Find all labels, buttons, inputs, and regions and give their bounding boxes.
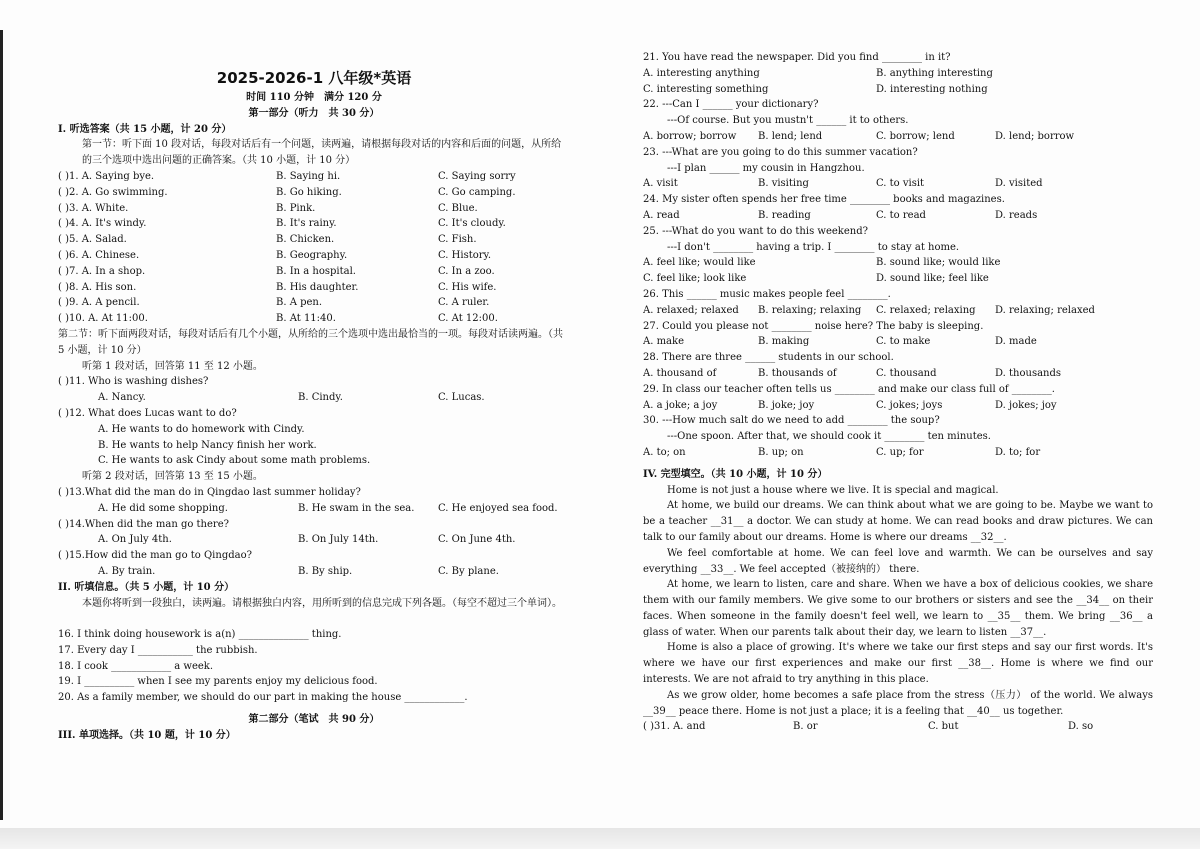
option-b: B. joke; joy	[758, 399, 815, 411]
section1-intro: 第一节：听下面 10 段对话，每段对话后有一个问题，读两遍，请根据每段对话的内容和后面的问题，从所给的三个选项中选出问题的正确答案。（共 10 小题，计 10 分）	[82, 139, 562, 167]
option-b: B. Chicken.	[276, 234, 335, 246]
option-a: A. a joke; a joy	[643, 399, 718, 411]
option-a: A. read	[643, 209, 680, 221]
exam-time: 时间 110 分钟 满分 120 分	[246, 92, 382, 103]
option-b: B. thousands of	[758, 367, 837, 379]
question-12-option-c: C. He wants to ask Cindy about some math problems.	[98, 455, 371, 467]
option-a: A. to; on	[643, 446, 686, 458]
option-c: C. but	[928, 721, 959, 733]
option-a: ( )5. A. Salad.	[58, 234, 127, 246]
option-b: B. relaxing; relaxing	[758, 304, 862, 316]
option-b: B. Geography.	[276, 249, 348, 261]
option-d: D. to; for	[995, 446, 1041, 458]
option-d: D. reads	[995, 209, 1038, 221]
passage-paragraph-6: As we grow older, home becomes a safe place from the stress（压力） of the world. We always __39__ peace there. Home is not just a place; it is a feeling that __40__ us together.	[643, 689, 1153, 717]
option-b: B. reading	[758, 209, 811, 221]
question-2-row	[58, 185, 570, 201]
option-a: ( )10. A. At 11:00.	[58, 313, 148, 325]
option-b: B. Saying hi.	[276, 170, 341, 182]
option-d: D. made	[995, 336, 1037, 348]
question-14-options	[58, 532, 570, 548]
questions-1-10	[58, 169, 570, 327]
option-a: ( )9. A. A pencil.	[58, 297, 140, 309]
option-b: B. It's rainy.	[276, 218, 337, 230]
option-b: B. making	[758, 336, 810, 348]
passage-paragraph-4: At home, we learn to listen, care and share. When we have a box of delicious cookies, we share them with our family members. We give some to our brothers or sisters and see the __34__ on their faces. When someone in the family doesn't feel well, we learn to __35__ them. We bring __36__ a glass of water. When our parents talk about their day, we learn to listen __37__.	[643, 579, 1153, 638]
question-30-reply: ---One spoon. After that, we should cook it ________ ten minutes.	[667, 431, 991, 443]
question-21-options-row1	[643, 66, 1153, 82]
option-d: D. so	[1068, 721, 1094, 733]
option-d: D. sound like; feel like	[876, 273, 989, 285]
option-d: D. lend; borrow	[995, 130, 1075, 142]
passage-paragraph-2: At home, we build our dreams. We can think about what we are going to be. Maybe we want to be a teacher __31__ a doctor. We can study at home. We can read books and draw pictures. We can talk to our family about our dreams. Home is where our dreams __32__.	[643, 500, 1153, 543]
section3-heading: III. 单项选择。（共 10 题，计 10 分）	[58, 729, 236, 741]
passage-paragraph-1: Home is not just a house where we live. It is special and magical.	[667, 484, 999, 496]
question-25-reply: ---I don't ________ having a trip. I ________ to stay at home.	[667, 241, 960, 253]
option-c: C. A ruler.	[438, 297, 490, 309]
option-c: C. At 12:00.	[438, 313, 498, 325]
question-16: 16. I think doing housework is a(n) ______________ thing.	[58, 629, 342, 641]
option-c: C. borrow; lend	[876, 130, 955, 142]
question-29-options	[643, 398, 1153, 414]
question-22: 22. ---Can I ______ your dictionary?	[643, 99, 819, 111]
question-14: ( )14.When did the man go there?	[58, 518, 229, 530]
option-d: D. relaxing; relaxed	[995, 304, 1095, 316]
question-24: 24. My sister often spends her free time ________ books and magazines.	[643, 194, 1005, 206]
option-b: B. He swam in the sea.	[298, 502, 415, 514]
question-6-row	[58, 248, 570, 264]
question-10-row	[58, 311, 570, 327]
option-c: C. His wife.	[438, 281, 497, 293]
section1-heading: I. 听选答案（共 15 小题，计 20 分）	[58, 123, 232, 135]
option-d: D. interesting nothing	[876, 83, 988, 95]
option-c: C. interesting something	[643, 83, 769, 95]
question-12-option-a: A. He wants to do homework with Cindy.	[98, 423, 305, 435]
option-b: B. lend; lend	[758, 130, 823, 142]
question-22-options	[643, 129, 1153, 145]
left-column	[58, 0, 570, 744]
question-17: 17. Every day I ___________ the rubbish.	[58, 644, 258, 656]
option-d: D. thousands	[995, 367, 1062, 379]
option-a: A. interesting anything	[643, 67, 760, 79]
part2-heading: 第二部分（笔试 共 90 分）	[248, 714, 380, 726]
option-b: B. At 11:40.	[276, 313, 336, 325]
option-c: C. to make	[876, 336, 931, 348]
question-12: ( )12. What does Lucas want to do?	[58, 407, 237, 419]
option-b: B. A pen.	[276, 297, 323, 309]
question-7-row	[58, 264, 570, 280]
option-a: A. thousand of	[643, 367, 717, 379]
option-a: A. make	[643, 336, 685, 348]
question-26: 26. This ______ music makes people feel ________.	[643, 288, 891, 300]
option-c: C. feel like; look like	[643, 273, 747, 285]
question-11: ( )11. Who is washing dishes?	[58, 376, 209, 388]
option-c: C. History.	[438, 249, 492, 261]
multiple-choice-21-30	[643, 50, 1153, 461]
option-a: A. visit	[643, 178, 678, 190]
question-8-row	[58, 280, 570, 296]
option-b: B. On July 14th.	[298, 534, 379, 546]
question-23-reply: ---I plan ______ my cousin in Hangzhou.	[667, 162, 865, 174]
question-12-option-b: B. He wants to help Nancy finish her work.	[98, 439, 317, 451]
question-5-row	[58, 232, 570, 248]
option-c: C. jokes; joys	[876, 399, 943, 411]
question-30-options	[643, 445, 1153, 461]
question-11-options	[58, 390, 570, 406]
option-c: C. It's cloudy.	[438, 218, 506, 230]
cloze-passage	[643, 483, 1153, 720]
question-1-row	[58, 169, 570, 185]
question-18: 18. I cook ____________ a week.	[58, 660, 214, 672]
question-26-options	[643, 303, 1153, 319]
option-c: C. Fish.	[438, 234, 477, 246]
passage-paragraph-5: Home is also a place of growing. It's where we take our first steps and say our first words. It's where we have our first experiences and make our first __38__. Home is where we find our interests. We are not afraid to try anything in this place.	[643, 642, 1153, 686]
part1-heading: 第一部分（听力 共 30 分）	[248, 107, 380, 119]
question-9-row	[58, 295, 570, 311]
option-c: C. On June 4th.	[438, 534, 516, 546]
option-c: C. to read	[876, 209, 926, 221]
option-c: C. By plane.	[438, 565, 499, 577]
option-a: ( )6. A. Chinese.	[58, 249, 140, 261]
option-a: ( )2. A. Go swimming.	[58, 186, 168, 198]
question-20: 20. As a family member, we should do our part in making the house ____________.	[58, 692, 468, 704]
question-13-options	[58, 501, 570, 517]
question-25: 25. ---What do you want to do this weekend?	[643, 225, 868, 237]
option-a: ( )1. A. Saying bye.	[58, 170, 155, 182]
section1-part2-intro: 第二节：听下面两段对话，每段对话后有几个小题，从所给的三个选项中选出最恰当的一项。每段对话读两遍。（共 5 小题，计 10 分）	[58, 328, 563, 356]
option-a: A. On July 4th.	[98, 534, 172, 546]
option-c: C. In a zoo.	[438, 265, 495, 277]
right-column	[643, 50, 1153, 735]
section2-intro: 本题你将听到一段独白，读两遍。请根据独白内容，用所听到的信息完成下列各题。（每空不超过三个单词）。	[82, 597, 562, 609]
option-a: A. He did some shopping.	[98, 502, 228, 514]
question-28: 28. There are three ______ students in our school.	[643, 352, 894, 364]
question-24-options	[643, 208, 1153, 224]
dialogue2-note: 听第 2 段对话，回答第 13 至 15 小题。	[82, 471, 263, 483]
question-3-row	[58, 201, 570, 217]
question-15-options	[58, 564, 570, 580]
option-b: B. Go hiking.	[276, 186, 342, 198]
option-b: B. up; on	[758, 446, 804, 458]
option-a: A. feel like; would like	[643, 257, 756, 269]
option-b: B. By ship.	[298, 565, 353, 577]
option-a: ( )3. A. White.	[58, 202, 129, 214]
question-28-options	[643, 366, 1153, 382]
exam-title: 2025-2026-1 八年级*英语	[216, 69, 412, 87]
option-c: C. to visit	[876, 178, 925, 190]
question-23-options	[643, 176, 1153, 192]
option-c: C. thousand	[876, 367, 937, 379]
option-b: B. Pink.	[276, 202, 316, 214]
option-c: C. relaxed; relaxing	[876, 304, 976, 316]
option-b: B. sound like; would like	[876, 257, 1001, 269]
questions-16-20	[58, 627, 570, 706]
option-c: C. Saying sorry	[438, 170, 516, 182]
option-a: A. Nancy.	[98, 392, 146, 404]
question-25-options-row1	[643, 255, 1153, 271]
option-c: C. He enjoyed sea food.	[438, 502, 558, 514]
option-b: B. In a hospital.	[276, 265, 356, 277]
option-b: B. visiting	[758, 178, 809, 190]
scan-edge	[0, 30, 3, 820]
option-a: A. By train.	[98, 565, 156, 577]
question-19: 19. I __________ when I see my parents enjoy my delicious food.	[58, 676, 378, 688]
question-22-reply: ---Of course. But you mustn't ______ it to others.	[667, 115, 909, 127]
question-31	[643, 719, 1153, 735]
option-b: B. or	[793, 721, 818, 733]
option-a: ( )8. A. His son.	[58, 281, 137, 293]
option-c: C. Lucas.	[438, 392, 485, 404]
question-29: 29. In class our teacher often tells us ________ and make our class full of ________.	[643, 383, 1055, 395]
question-30: 30. ---How much salt do we need to add ________ the soup?	[643, 415, 940, 427]
option-b: B. His daughter.	[276, 281, 359, 293]
question-4-row	[58, 216, 570, 232]
question-23: 23. ---What are you going to do this summer vacation?	[643, 146, 918, 158]
scan-bottom-band	[0, 828, 1200, 849]
question-13: ( )13.What did the man do in Qingdao last summer holiday?	[58, 486, 361, 498]
question-25-options-row2	[643, 271, 1153, 287]
option-a: ( )31. A. and	[643, 721, 706, 733]
option-a: ( )7. A. In a shop.	[58, 265, 146, 277]
passage-paragraph-3: We feel comfortable at home. We can feel love and warmth. We can be ourselves and say everything __33__. We feel accepted（被接纳的） there.	[643, 547, 1153, 575]
question-21-options-row2	[643, 82, 1153, 98]
option-a: A. relaxed; relaxed	[643, 304, 739, 316]
question-21: 21. You have read the newspaper. Did you find ________ in it?	[643, 52, 951, 63]
option-b: B. anything interesting	[876, 67, 993, 79]
option-a: ( )4. A. It's windy.	[58, 218, 147, 230]
option-c: C. Blue.	[438, 202, 478, 214]
option-d: D. jokes; joy	[995, 399, 1057, 411]
option-d: D. visited	[995, 178, 1043, 190]
question-27: 27. Could you please not ________ noise here? The baby is sleeping.	[643, 320, 984, 332]
section4-heading: IV. 完型填空。（共 10 小题，计 10 分）	[643, 468, 828, 480]
question-27-options	[643, 334, 1153, 350]
dialogue1-note: 听第 1 段对话，回答第 11 至 12 小题。	[82, 360, 263, 372]
option-c: C. Go camping.	[438, 186, 516, 198]
question-15: ( )15.How did the man go to Qingdao?	[58, 550, 252, 562]
option-c: C. up; for	[876, 446, 924, 458]
option-a: A. borrow; borrow	[643, 130, 737, 142]
option-b: B. Cindy.	[298, 392, 343, 404]
section2-heading: II. 听填信息。（共 5 小题，计 10 分）	[58, 581, 235, 593]
